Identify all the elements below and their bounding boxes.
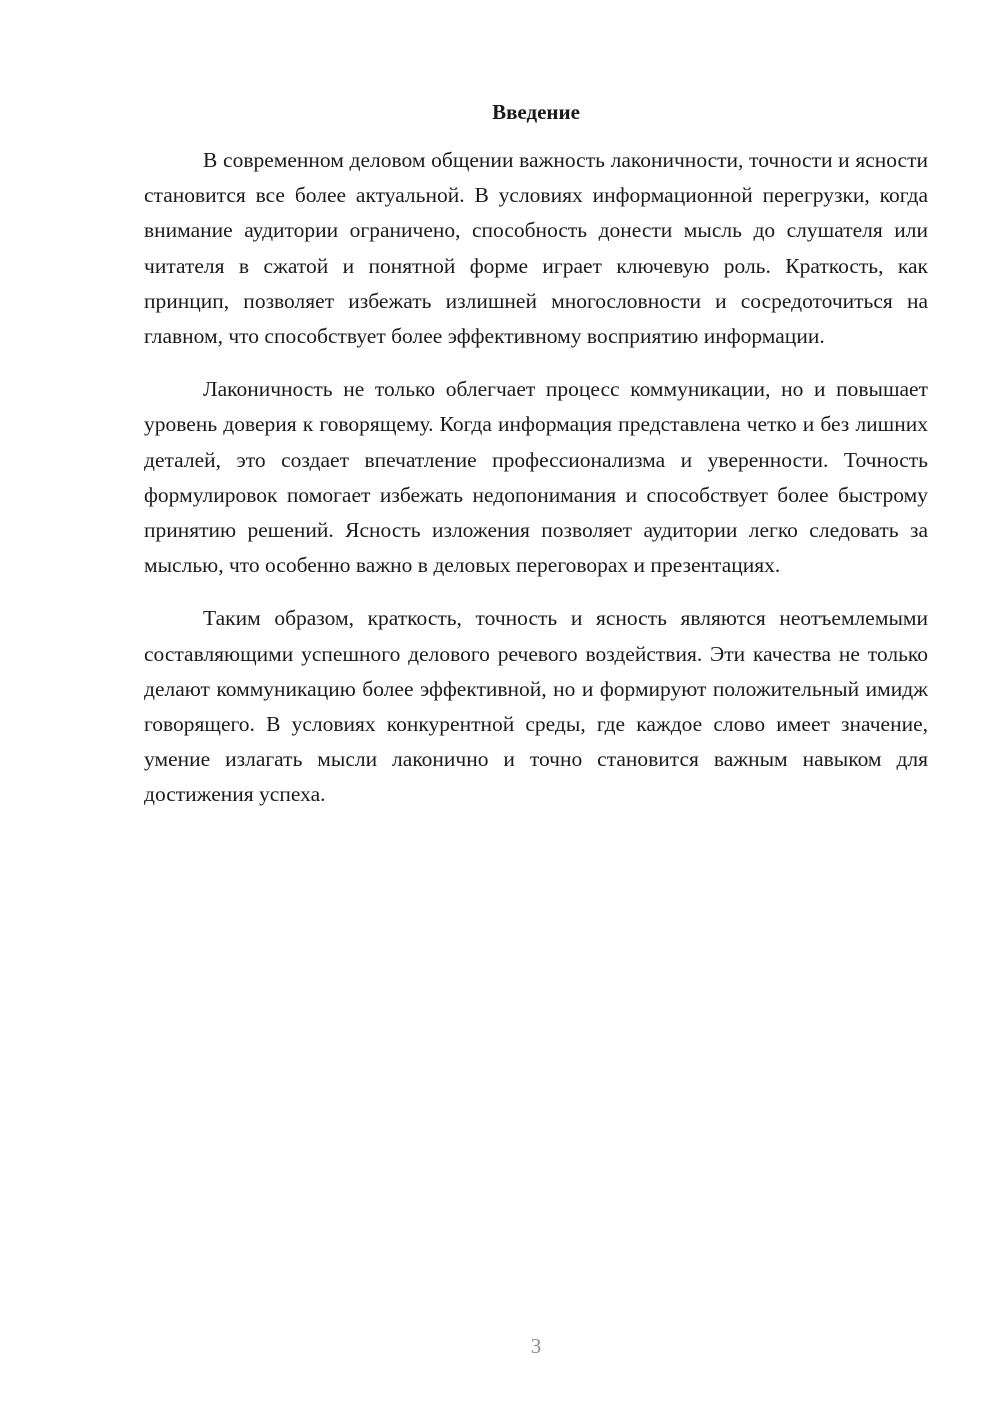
paragraph-1: В современном деловом общении важность лаконичности, точности и ясности становится все более актуальной. В условиях информационной перегрузки, когда внимание аудитории ограничено, способность донести мысль до слушателя или читателя в сжатой и понятной форме играет ключевую роль. Краткость, как принцип, позволяет избежать излишней многословности и сосредоточиться на главном, что способствует более эффективному восприятию информации. <box>144 148 928 349</box>
page-title: Введение <box>492 100 580 124</box>
paragraph-2: Лаконичность не только облегчает процесс коммуникации, но и повышает уровень доверия к говорящему. Когда информация представлена четко и без лишних деталей, это создает впечатление профессионализма и уверенности. Точность формулировок помогает избежать недопонимания и способствует более быстрому принятию решений. Ясность изложения позволяет аудитории легко следовать за мыслью, что особенно важно в деловых переговорах и презентациях. <box>144 377 928 578</box>
page-number: 3 <box>530 1334 542 1358</box>
body-text <box>144 143 928 831</box>
paragraph-3: Таким образом, краткость, точность и ясность являются неотъемлемыми составляющими успешного делового речевого воздействия. Эти качества не только делают коммуникацию более эффективной, но и формируют положительный имидж говорящего. В условиях конкурентной среды, где каждое слово имеет значение, умение излагать мысли лаконично и точно становится важным навыком для достижения успеха. <box>144 606 928 807</box>
